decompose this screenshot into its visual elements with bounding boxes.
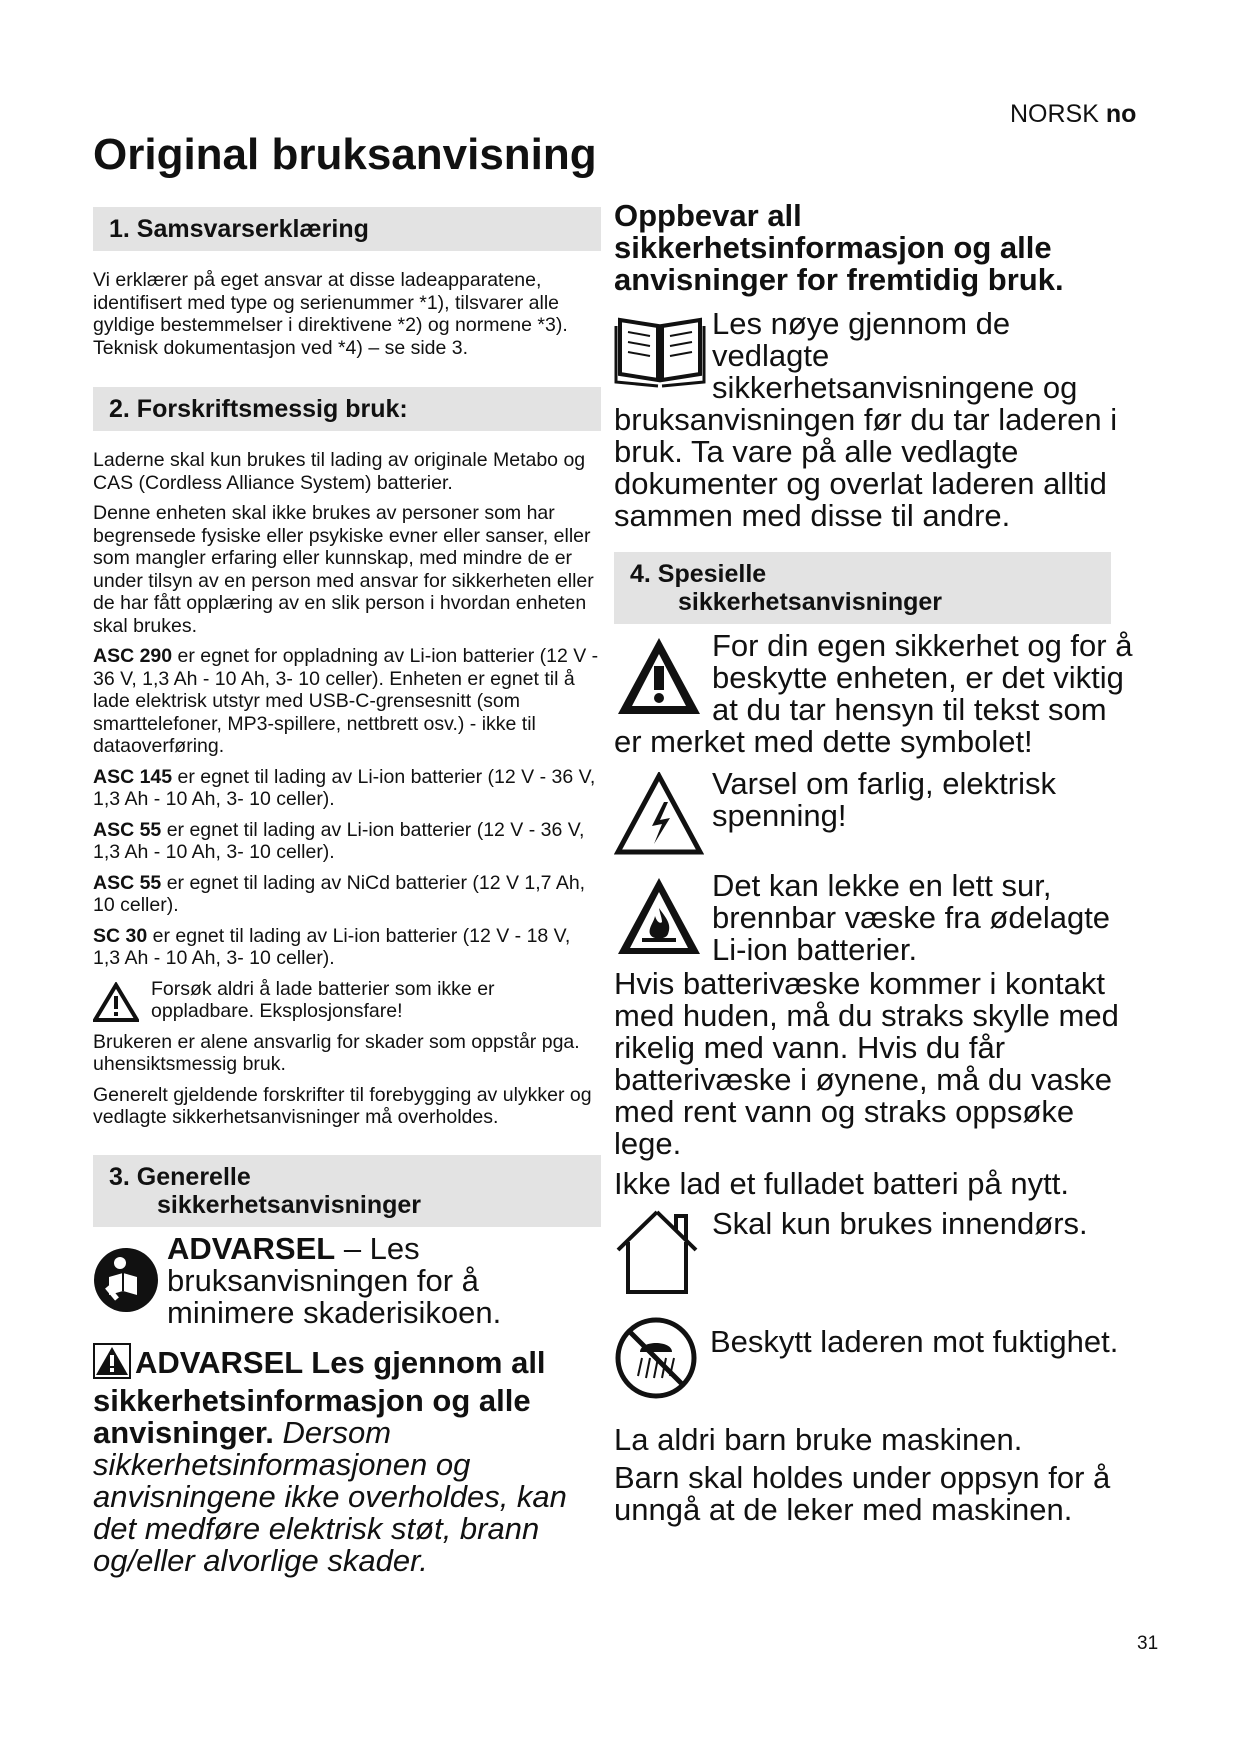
warning-box-icon (93, 1343, 131, 1385)
house-icon (614, 1208, 700, 1301)
fluid-contact-text: Hvis batterivæske kommer i kontakt med huden, må du straks skylle med rikelig med vann. Hvis du får batterivæske i øynene, må du vaske med rent vann og straks oppsøke lege. (614, 966, 1119, 1161)
warning-triangle-icon (93, 982, 139, 1027)
section-heading-2: 2. Forskriftsmessig bruk: (93, 387, 601, 431)
read-instructions-block: Les nøye gjennom de vedlagte sikkerhetsanvisningene og bruksanvisningen før du tar laderen i bruk. Ta vare på alle vedlagte dokumenter og overlat laderen alltid sammen med disse til andre. (614, 306, 1118, 533)
left-column (93, 207, 601, 1577)
caution-triangle-icon (614, 634, 704, 723)
model-asc290: ASC 290 er egnet for oppladning av Li-ion batterier (12 V - 36 V, 1,3 Ah - 10 Ah, 3- 10 celler). Enheten er egnet til å lade elektrisk utstyr med USB-C-grensesnitt (som smarttelefoner, MP3-spillere, nettbrett osv.) - ikke til dataoverføring. (93, 645, 599, 757)
usage-paragraph-1: Laderne skal kun brukes til lading av originale Metabo og CAS (Cordless Alliance System) batterier. (93, 449, 586, 494)
regulations-text: Generelt gjeldende forskrifter til forebygging av ulykker og vedlagte sikkerhetsanvisninger må overholdes. (93, 1083, 592, 1128)
children-text-2: Barn skal holdes under oppsyn for å unngå at de leker med maskinen. (614, 1460, 1111, 1527)
model-sc30: SC 30 er egnet til lading av Li-ion batterier (12 V - 18 V, 1,3 Ah - 10 Ah, 3- 10 celler). (93, 924, 571, 969)
model-asc55-liion: ASC 55 er egnet til lading av Li-ion batterier (12 V - 36 V, 1,3 Ah - 10 Ah, 3- 10 celler). (93, 818, 585, 863)
right-column (614, 200, 1134, 1526)
section-heading-1: 1. Samsvarserklæring (93, 207, 601, 251)
voltage-block: Varsel om farlig, elektrisk spenning! (614, 768, 1134, 852)
read-manual-icon (93, 1247, 159, 1318)
liability-text: Brukeren er alene ansvarlig for skader som oppstår pga. uhensiktsmessig bruk. (93, 1030, 580, 1075)
children-text-1: La aldri barn bruke maskinen. (614, 1422, 1023, 1457)
usage-paragraph-2: Denne enheten skal ikke brukes av personer som har begrensede fysiske eller psykiske evner eller sanser, eller som mangler erfaring eller kunnskap, med mindre de er under tilsyn av en person med ansvar for sikkerheten eller de har fått opplæring av en slik person i hvordan enheten skal brukes. (93, 502, 594, 637)
flammable-icon (614, 874, 704, 963)
model-asc55-nicd: ASC 55 er egnet til lading av NiCd batterier (12 V 1,7 Ah, 10 celler). (93, 871, 586, 916)
moisture-block: Beskytt laderen mot fuktighet. (614, 1316, 1134, 1402)
model-asc145: ASC 145 er egnet til lading av Li-ion batterier (12 V - 36 V, 1,3 Ah - 10 Ah, 3- 10 celler). (93, 765, 596, 810)
no-rain-icon (614, 1316, 698, 1405)
section-heading-4: 4. Spesielle sikkerhetsanvisninger (614, 552, 1111, 624)
caution-block: For din egen sikkerhet og for å beskytte enheten, er det viktig at du tar hensyn til tekst som er merket med dette symbolet! (614, 628, 1133, 759)
page-number: 31 (1137, 1633, 1159, 1654)
page-title: Original bruksanvisning (93, 130, 597, 179)
indoor-block: Skal kun brukes innendørs. (614, 1208, 1134, 1300)
keep-instructions-heading: Oppbevar all sikkerhetsinformasjon og alle anvisninger for fremtidig bruk. (614, 198, 1064, 297)
no-recharge-text: Ikke lad et fulladet batteri på nytt. (614, 1166, 1069, 1201)
language-label: NORSK no (1010, 100, 1137, 128)
open-book-icon (614, 308, 706, 393)
electric-hazard-icon (614, 772, 704, 861)
leak-block: Det kan lekke en lett sur, brennbar væske fra ødelagte Li-ion batterier. (614, 870, 1134, 966)
declaration-text: Vi erklærer på eget ansvar at disse ladeapparatene, identifisert med type og serienummer *1), tilsvarer alle gyldige bestemmelser i direktivene *2) og normene *3). Teknisk dokumentasjon ved *4) – se side 3. (93, 269, 568, 359)
advarsel-read-all: ADVARSEL Les gjennom all sikkerhetsinformasjon og alle anvisninger. Dersom sikkerhetsinformasjonen og anvisningene ikke overholdes, kan det medføre elektrisk støt, brann og/eller alvorlige skader. (93, 1344, 567, 1578)
section-heading-3: 3. Generelle sikkerhetsanvisninger (93, 1155, 601, 1227)
explosion-warning: Forsøk aldri å lade batterier som ikke er oppladbare. Eksplosjonsfare! (93, 978, 601, 1027)
advarsel-read-manual: ADVARSEL – Les bruksanvisningen for å minimere skaderisikoen. (93, 1233, 601, 1329)
